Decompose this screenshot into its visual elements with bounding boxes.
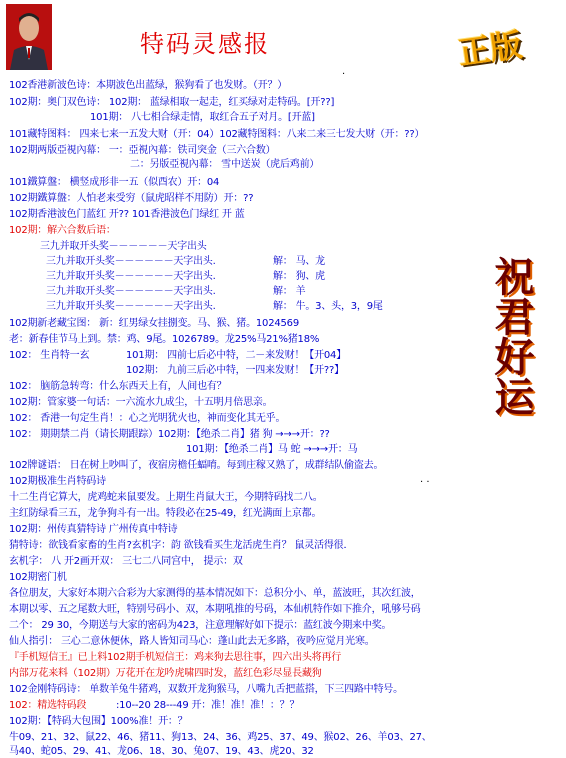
line-guess-poem: 猜特诗：欲钱看家畜的生肖?玄机字：韵 欲钱看买生龙活虎生肖？ 鼠灵活得很． [9, 540, 354, 551]
line-secret-door-3: 二个： 29 30，今期送与大家的密码为423，注意理解好如下提示：蓝红波今期来中奖。 [9, 620, 392, 631]
line-atv-inside-2: 二：另版亞視內幕： 雪中送炭（虎后鸡前） [130, 159, 320, 170]
line-riddle-2-answer: 解： 马、龙 [273, 256, 325, 267]
line-abacus-101: 101鐵算盤： 横竖成形非一五（似酉农）开：04 [9, 177, 220, 188]
side-banner: 祝君好运 [488, 256, 535, 416]
line-accurate-poem-title: 102期极准生肖特码诗 [9, 476, 106, 487]
line-hk-wave-door: 102期香港波色门蓝红 开?? 101香港波色门绿红 开 蓝 [9, 209, 245, 220]
line-riddle-4-answer: 解： 羊 [273, 286, 306, 297]
line-mystery-word: 玄机字： 八 开2画开双： 三七二八同宫中， 提示：双 [9, 556, 243, 567]
line-secret-door: 102期密门机 [9, 572, 67, 583]
line-zodiac-101: 101期： 四前七后必中特，二－来发财！【开04】 [126, 350, 346, 361]
line-riddle-3-answer: 解： 狗、虎 [273, 271, 325, 282]
line-riddle-5: 三九并取开头奖－－－－－－天字出头. [46, 301, 216, 312]
line-brain-teaser: 102： 脑筋急转弯：什么东西天上有，人间也有？ [9, 381, 227, 392]
line-ban-two-101: 101期：【绝杀二肖】马 蛇 →→→开：马 [186, 444, 358, 455]
line-flower-material: 内部万花来料（102期）万花开在龙吟虎啸四时发，蓝红色彩尽显長藏狗 [9, 668, 322, 679]
decorative-dots: . . [420, 474, 430, 485]
genuine-badge: 正版 [455, 25, 525, 73]
line-hidden-chart: 101藏特图料： 四来七来一五发大财（开：04）102藏特图料：八来二来三七发大财（开：??） [9, 129, 425, 140]
line-sms-king: 『手机短信王』已上料102期手机短信王：鸡来狗去思往事，四六出头将再行 [9, 652, 342, 663]
line-secret-door-1: 各位朋友，大家好本期六合彩为大家测得的基本情况如下：总积分小、单，蓝波旺，其次红波， [9, 588, 421, 599]
line-card-riddle: 102牌谜语： 日在树上吵叫了，夜宿房檐任蝠唷。每到庄稼又熟了，成群结队偷盗去。 [9, 460, 384, 471]
line-immortal-guide: 仙人指引： 三心二意休便休，路人皆知司马心：蓬山此去无多路，夜吟应觉月光寒。 [9, 636, 375, 647]
page-title: 特码灵感报 [140, 30, 270, 58]
line-riddle-2: 三九并取开头奖－－－－－－天字出头. [46, 256, 216, 267]
line-zodiac-102: 102期： 九前三后必中特，一四来发财！【开??】 [126, 365, 344, 376]
decorative-dot: . [342, 66, 346, 77]
line-encircle-numbers-1: 牛09、21、32、鼠22、46、猪11、狗13、24、36、鸡25、37、49、猴02、26、羊03、27、 [9, 732, 432, 743]
line-secret-door-2: 本期以零、五之尾数大旺，特别号码小、双，本期吼推的号码，本仙机特作如下推介，吼够号码 [9, 604, 421, 615]
line-segment-values: :10--20 28---49 开：准！准！准！：？？ [116, 700, 300, 711]
line-selected-segment: 102：精选特码段 [9, 700, 87, 711]
line-encircle-title: 102期：【特码大包围】100%准！开：？ [9, 716, 188, 727]
line-treasure-old: 老：新春佳节马上到。禁：鸡、9尾。1026789。龙25%马21%猪18% [9, 334, 320, 345]
line-macau-poem-102: 102期：奥门双色诗： 102期： 蓝绿相取一起走，红买绿对走特码。[开??] [9, 97, 335, 108]
line-treasure-new: 102期新老藏宝图： 新：红男绿女挂捌变。马、猴、猪。1024569 [9, 318, 300, 329]
line-riddle-5-answer: 解： 牛。3、头，3，9尾 [273, 301, 383, 312]
portrait-image [6, 4, 52, 70]
line-riddle-4: 三九并取开头奖－－－－－－天字出头. [46, 286, 216, 297]
line-riddle-3: 三九并取开头奖－－－－－－天字出头. [46, 271, 216, 282]
line-housekeeper: 102期：管家婆一句话：一六流水九成尘，十五明月倍思亲。 [9, 397, 273, 408]
line-zodiac-special: 102： 生肖特一玄 [9, 350, 90, 361]
line-riddle-heading: 102期：解六合数后语： [9, 225, 116, 236]
line-ban-two-102: 102： 期期禁二肖（请长期跟踪）102期：【绝杀二肖】猪 狗 →→→开：?? [9, 429, 330, 440]
line-wave-color-poem: 102香港新波色诗：本期波色出蓝绿，猴狗看了也发财。（开？） [9, 80, 288, 91]
line-accurate-poem-2: 主红防绿看三五，龙争狗斗有一出。特段必在25-49，红光满面上京都。 [9, 508, 322, 519]
line-vajra-poem: 102金刚特码诗： 单数羊兔牛猪鸡，双数开龙狗猴马，八嘴九舌把蓝搭，下三四路中特号。 [9, 684, 403, 695]
line-encircle-numbers-2: 马40、蛇05、29、41、龙06、18、30、兔07、19、43、虎20、32 [9, 746, 314, 757]
line-macau-poem-101: 101期： 八七相合绿走情，取红合五子对月。[开蓝] [90, 112, 315, 123]
line-fax-poem-title: 102期：州传真猜特诗 广州传真中特诗 [9, 524, 178, 535]
line-hk-one-sentence: 102： 香港一句定生肖！：心之光明犹火也，神而变化其无乎。 [9, 413, 286, 424]
line-accurate-poem-1: 十二生肖它算大，虎鸡蛇来鼠要发。上期生肖鼠大王，今期特码找二八。 [9, 492, 323, 503]
line-atv-inside-1: 102期两版亞視內幕： 一：亞視內幕：铁司突金（三六合数） [9, 145, 276, 156]
header-photo [6, 4, 52, 70]
line-abacus-102: 102期鐵算盤：人怕老来受穷（鼠虎昭样不用防）开：?? [9, 193, 254, 204]
line-riddle-1: 三九并取开头奖－－－－－－天字出头 [40, 241, 207, 252]
